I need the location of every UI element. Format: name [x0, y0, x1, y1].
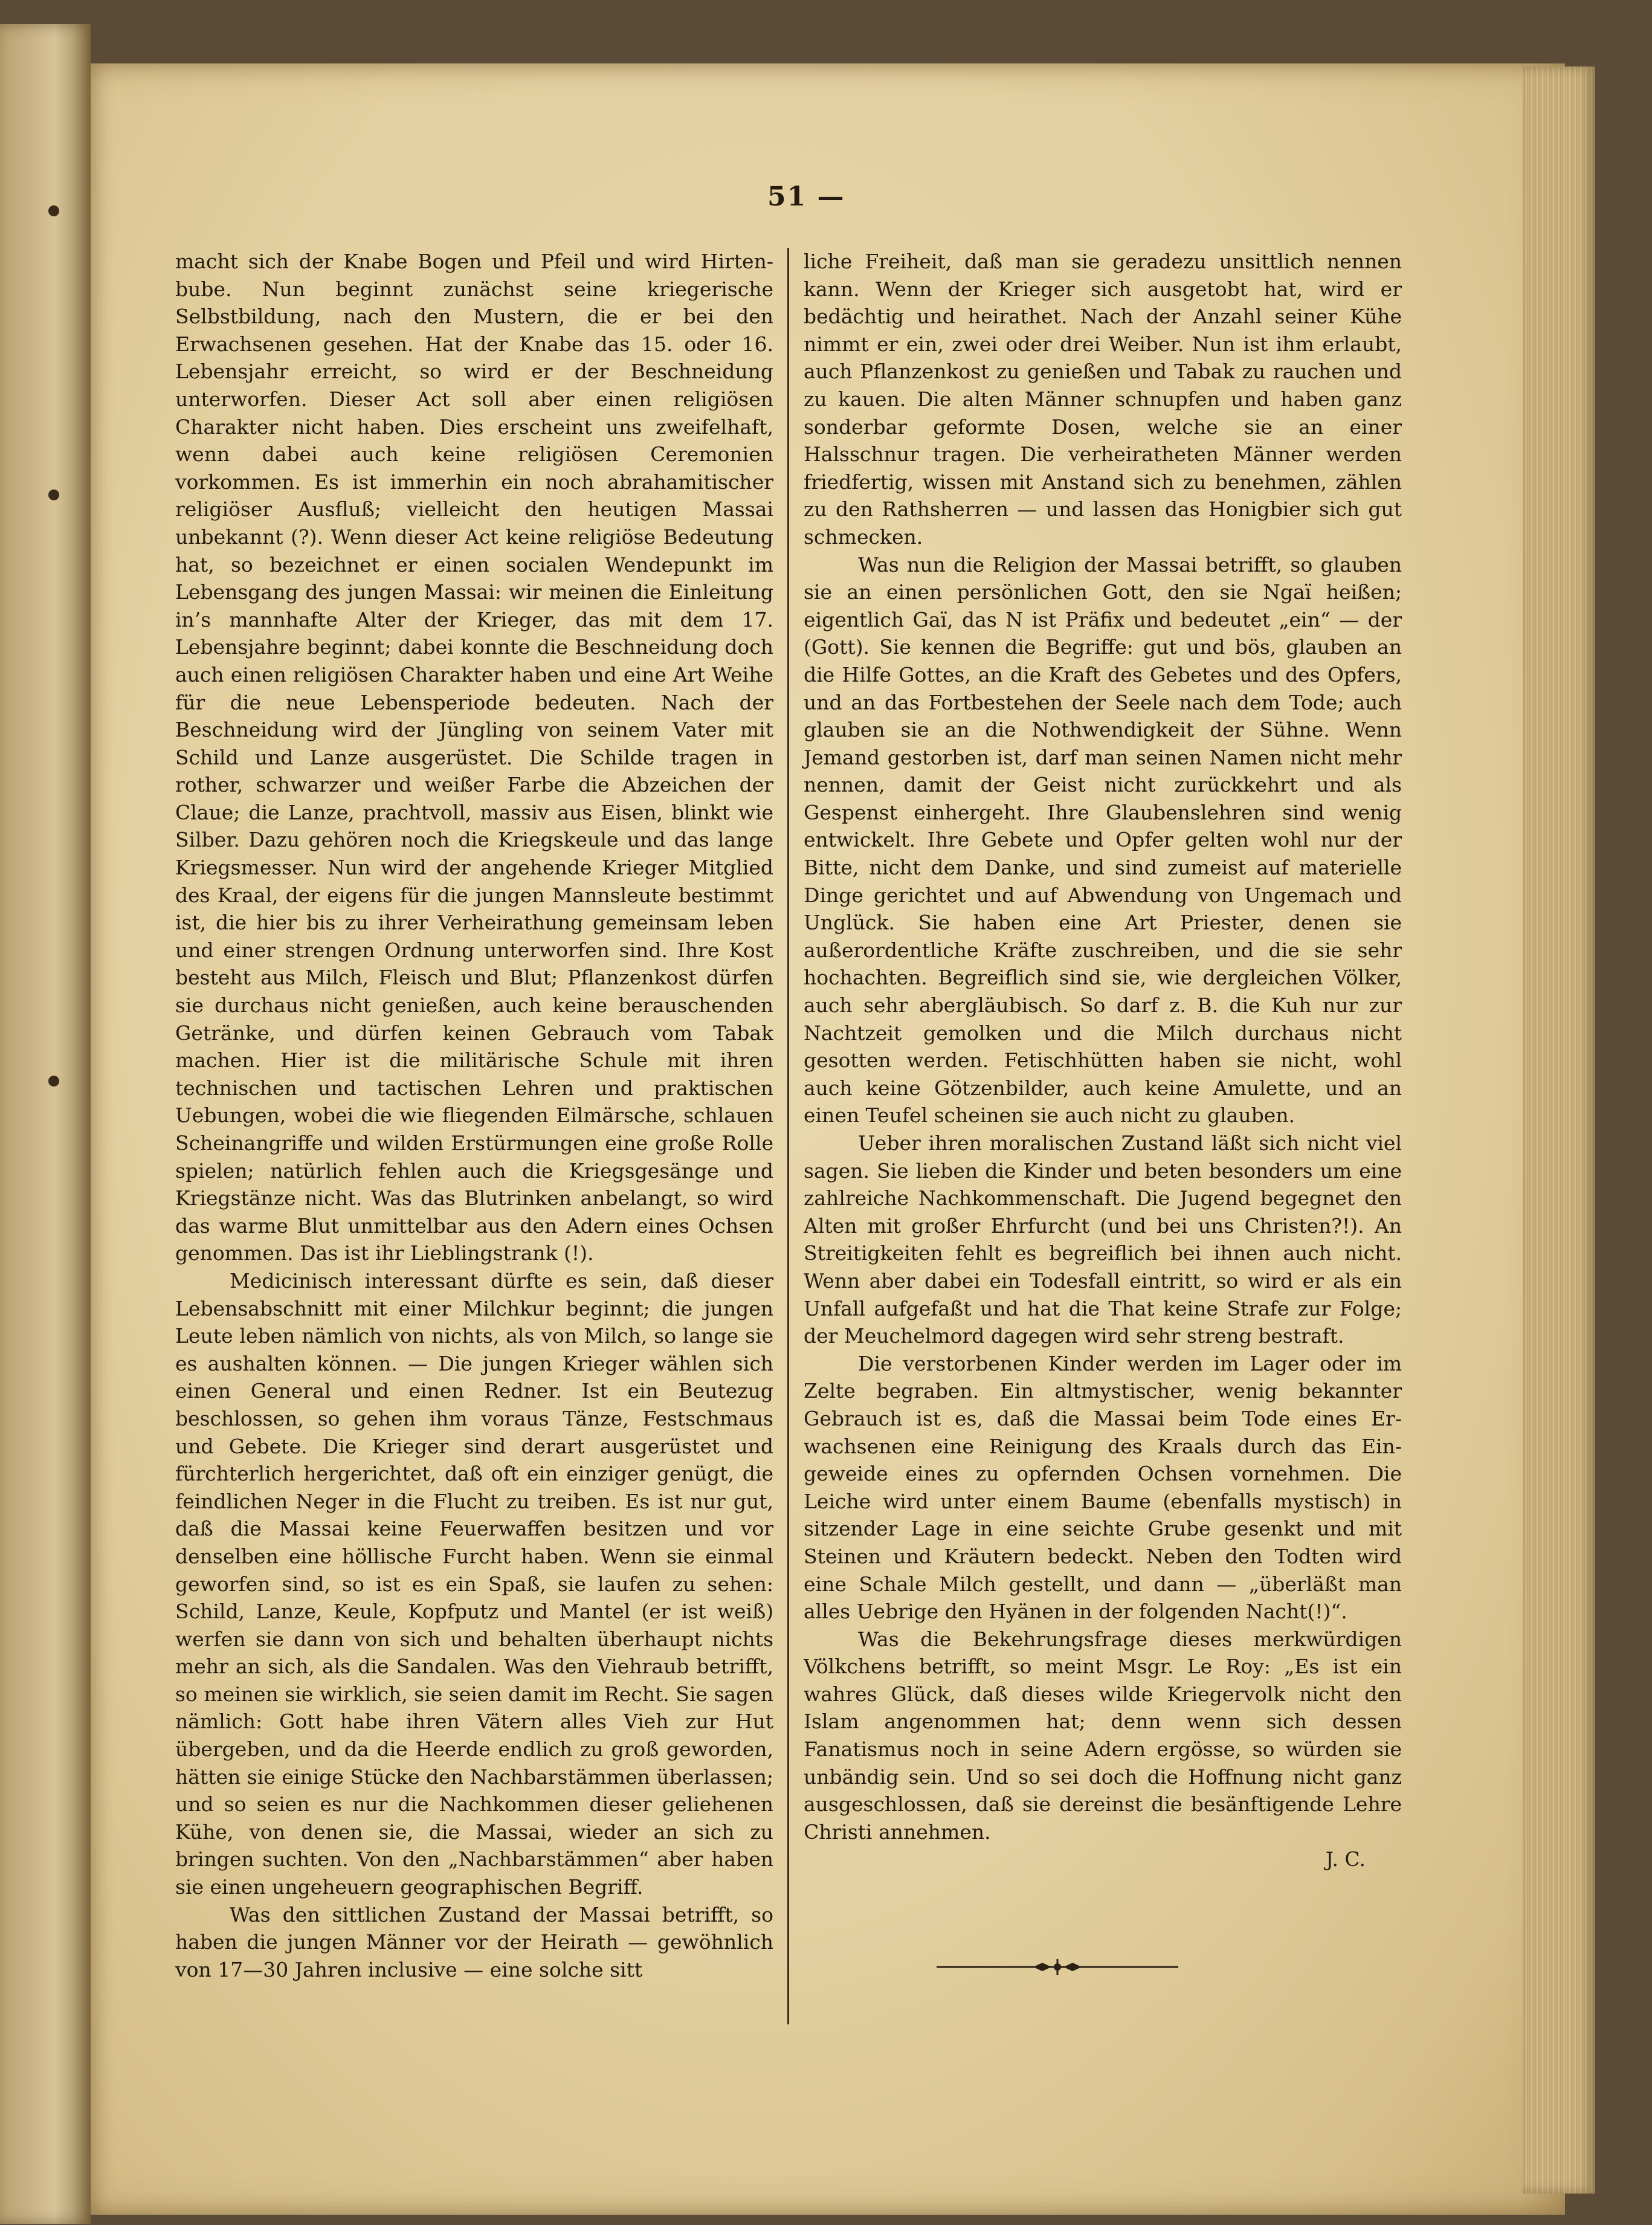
signature: J. C.	[1325, 1847, 1366, 1871]
right-text-column	[804, 248, 1402, 1873]
paragraph: Ueber ihren moralischen Zustand läßt sich nicht viel sagen. Sie lieben die Kinder und beten besonders um eine zahlreiche Nachkommenschaft. Die Jugend begegnet den Alten mit großer Ehrfurcht (und bei uns Christen?!). An Streitigkeiten fehlt es begreiflich bei ihnen auch nicht. Wenn aber dabei ein Todesfall eintritt, so wird er als ein Unfall aufgefaßt und hat die That keine Strafe zur Folge; der Meuchelmord dagegen wird sehr streng bestraft.	[804, 1131, 1402, 1348]
page-stack-edge	[1523, 66, 1595, 2194]
paragraph: Was den sittlichen Zustand der Massai betrifft, so haben die jungen Männer vor der Heirath — gewöhnlich von 17—30 Jahren inclusive — eine solche sitt	[175, 1902, 773, 1981]
page-number: 51 —	[767, 181, 845, 212]
binding-hole	[48, 205, 59, 216]
binding-hole	[48, 1076, 59, 1087]
ornament-divider	[937, 1958, 1178, 1976]
left-text-column	[175, 248, 773, 1983]
paragraph: Die verstorbenen Kinder werden im Lager oder im Zelte begraben. Ein altmystischer, wenig bekannter Gebrauch ist es, daß die Massai beim Tode eines Erwachsenen eine Reinigung des Kraals durch das Eingeweide eines zu opfernden Ochsen vornehmen. Die Leiche wird unter einem Baume (ebenfalls mystisch) in sitzender Lage in eine seichte Grube gesenkt und mit Steinen und Kräutern bedeckt. Neben den Todten wird eine Schale Milch gestellt, und dann — „überläßt man alles Uebrige den Hyänen in der folgenden Nacht(!)“.	[804, 1351, 1402, 1624]
paragraph: liche Freiheit, daß man sie geradezu unsittlich nennen kann. Wenn der Krieger sich ausgetobt hat, wird er bedächtig und heirathet. Nach der Anzahl seiner Kühe nimmt er ein, zwei oder drei Weiber. Nun ist ihm erlaubt, auch Pflanzenkost zu genießen und Tabak zu rauchen und zu kauen. Die alten Männer schnupfen und haben ganz sonderbar geformte Dosen, welche sie an einer Halsschnur tragen. Die verheiratheten Männer werden friedfertig, wissen mit Anstand sich zu benehmen, zählen zu den Rathsherren — und lassen das Honigbier sich gut schmecken.	[804, 250, 1402, 549]
paragraph: Was nun die Religion der Massai betrifft, so glauben sie an einen persönlichen Gott, den sie Ngaï heißen; eigentlich Gaï, das N ist Präfix und bedeutet „ein“ — der (Gott). Sie kennen die Begriffe: gut und bös, glauben an die Hilfe Gottes, an die Kraft des Gebetes und des Opfers, und an das Fortbestehen der Seele nach dem Tode; auch glauben sie an die Nothwendigkeit der Sühne. Wenn Jemand gestorben ist, darf man seinen Namen nicht mehr nennen, damit der Geist nicht zurückkehrt und als Gespenst einhergeht. Ihre Glaubenslehren sind wenig entwickelt. Ihre Gebete und Opfer gelten wohl nur der Bitte, nicht dem Danke, und sind zumeist auf materielle Dinge gerichtet und auf Abwendung von Ungemach und Unglück. Sie haben eine Art Priester, denen sie außerordentliche Kräfte zuschreiben, und die sie sehr hochachten. Begreiflich sind sie, wie dergleichen Völker, auch sehr abergläubisch. So darf z. B. die Kuh nur zur Nachtzeit gemolken und die Milch durchaus nicht gesotten werden. Fetischhütten haben sie nicht, wohl auch keine Götzenbilder, auch keine Amulette, und an einen Teufel scheinen sie auch nicht zu glauben.	[804, 552, 1402, 1128]
binding-hole	[48, 489, 59, 500]
facing-page-edge	[0, 24, 91, 2224]
paragraph: macht sich der Knabe Bogen und Pfeil und wird Hirtenbube. Nun beginnt zunächst seine kriegerische Selbstbildung, nach den Mustern, die er bei den Erwachsenen gesehen. Hat der Knabe das 15. oder 16. Lebensjahr erreicht, so wird er der Beschneidung unterworfen. Dieser Act soll aber einen religiösen Charakter nicht haben. Dies erscheint uns zweifelhaft, wenn dabei auch keine religiösen Ceremonien vorkommen. Es ist immerhin ein noch abrahamitischer religiöser Ausfluß; vielleicht den heutigen Massai unbekannt (?). Wenn dieser Act keine religiöse Bedeutung hat, so bezeichnet er einen socialen Wendepunkt im Lebensgang des jungen Massai: wir meinen die Einleitung in’s mannhafte Alter der Krieger, das mit dem 17. Lebensjahre beginnt; dabei konnte die Beschneidung doch auch einen religiösen Charakter haben und eine Art Weihe für die neue Lebensperiode bedeuten. Nach der Beschneidung wird der Jüngling von seinem Vater mit Schild und Lanze ausgerüstet. Die Schilde tragen in rother, schwarzer und weißer Farbe die Abzeichen der Claue; die Lanze, prachtvoll, massiv aus Eisen, blinkt wie Silber. Dazu gehören noch die Kriegskeule und das lange Kriegsmesser. Nun wird der angehende Krieger Mitglied des Kraal, der eigens für die jungen Mannsleute bestimmt ist, die hier bis zu ihrer Verheirathung gemeinsam leben und einer strengen Ordnung unterworfen sind. Ihre Kost besteht aus Milch, Fleisch und Blut; Pflanzenkost dürfen sie durchaus nicht genießen, auch keine berauschenden Getränke, und dürfen keinen Gebrauch vom Tabak machen. Hier ist die militärische Schule mit ihren technischen und tactischen Lehren und praktischen Uebungen, wobei die wie fliegenden Eilmärsche, schlauen Scheinangriffe und wilden Erstürmungen eine große Rolle spielen; natürlich fehlen auch die Kriegsgesänge und Kriegstänze nicht. Was das Blutrinken anbelangt, so wird das warme Blut unmittelbar aus den Adern eines Ochsen genommen. Das ist ihr Lieblingstrank (!).	[175, 250, 773, 1265]
paragraph: Was die Bekehrungsfrage dieses merkwürdigen Völkchens betrifft, so meint Msgr. Le Roy: „Es ist ein wahres Glück, daß dieses wilde Kriegervolk nicht den Islam angenommen hat; denn wenn sich dessen Fanatismus noch in seine Adern ergösse, so würden sie unbändig sein. Und so sei doch die Hoffnung nicht ganz ausgeschlossen, daß sie dereinst die besänftigende Lehre Christi annehmen.	[804, 1627, 1402, 1844]
paragraph: Medicinisch interessant dürfte es sein, daß dieser Lebensabschnitt mit einer Milchkur beginnt; die jungen Leute leben nämlich von nichts, als von Milch, so lange sie es aushalten können. — Die jungen Krieger wählen sich einen General und einen Redner. Ist ein Beutezug beschlossen, so gehen ihm voraus Tänze, Festschmaus und Gebete. Die Krieger sind derart ausgerüstet und fürchterlich hergerichtet, daß oft ein einziger genügt, die feindlichen Neger in die Flucht zu treiben. Es ist nur gut, daß die Massai keine Feuerwaffen besitzen und vor denselben eine höllische Furcht haben. Wenn sie einmal geworfen sind, so ist es ein Spaß, sie laufen zu sehen: Schild, Lanze, Keule, Kopfputz und Mantel (er ist weiß) werfen sie dann von sich und behalten überhaupt nichts mehr an sich, als die Sandalen. Was den Viehraub betrifft, so meinen sie wirklich, sie seien damit im Recht. Sie sagen nämlich: Gott habe ihren Vätern alles Vieh zur Hut übergeben, und da die Heerde endlich zu groß geworden, hätten sie einige Stücke den Nachbarstämmen überlassen; und so seien es nur die Nachkommen dieser geliehenen Kühe, von denen sie, die Massai, wieder an sich zu bringen suchten. Von den „Nachbarstämmen“ aber haben sie einen ungeheuern geographischen Begriff.	[175, 1268, 773, 1899]
column-divider	[787, 248, 789, 2024]
